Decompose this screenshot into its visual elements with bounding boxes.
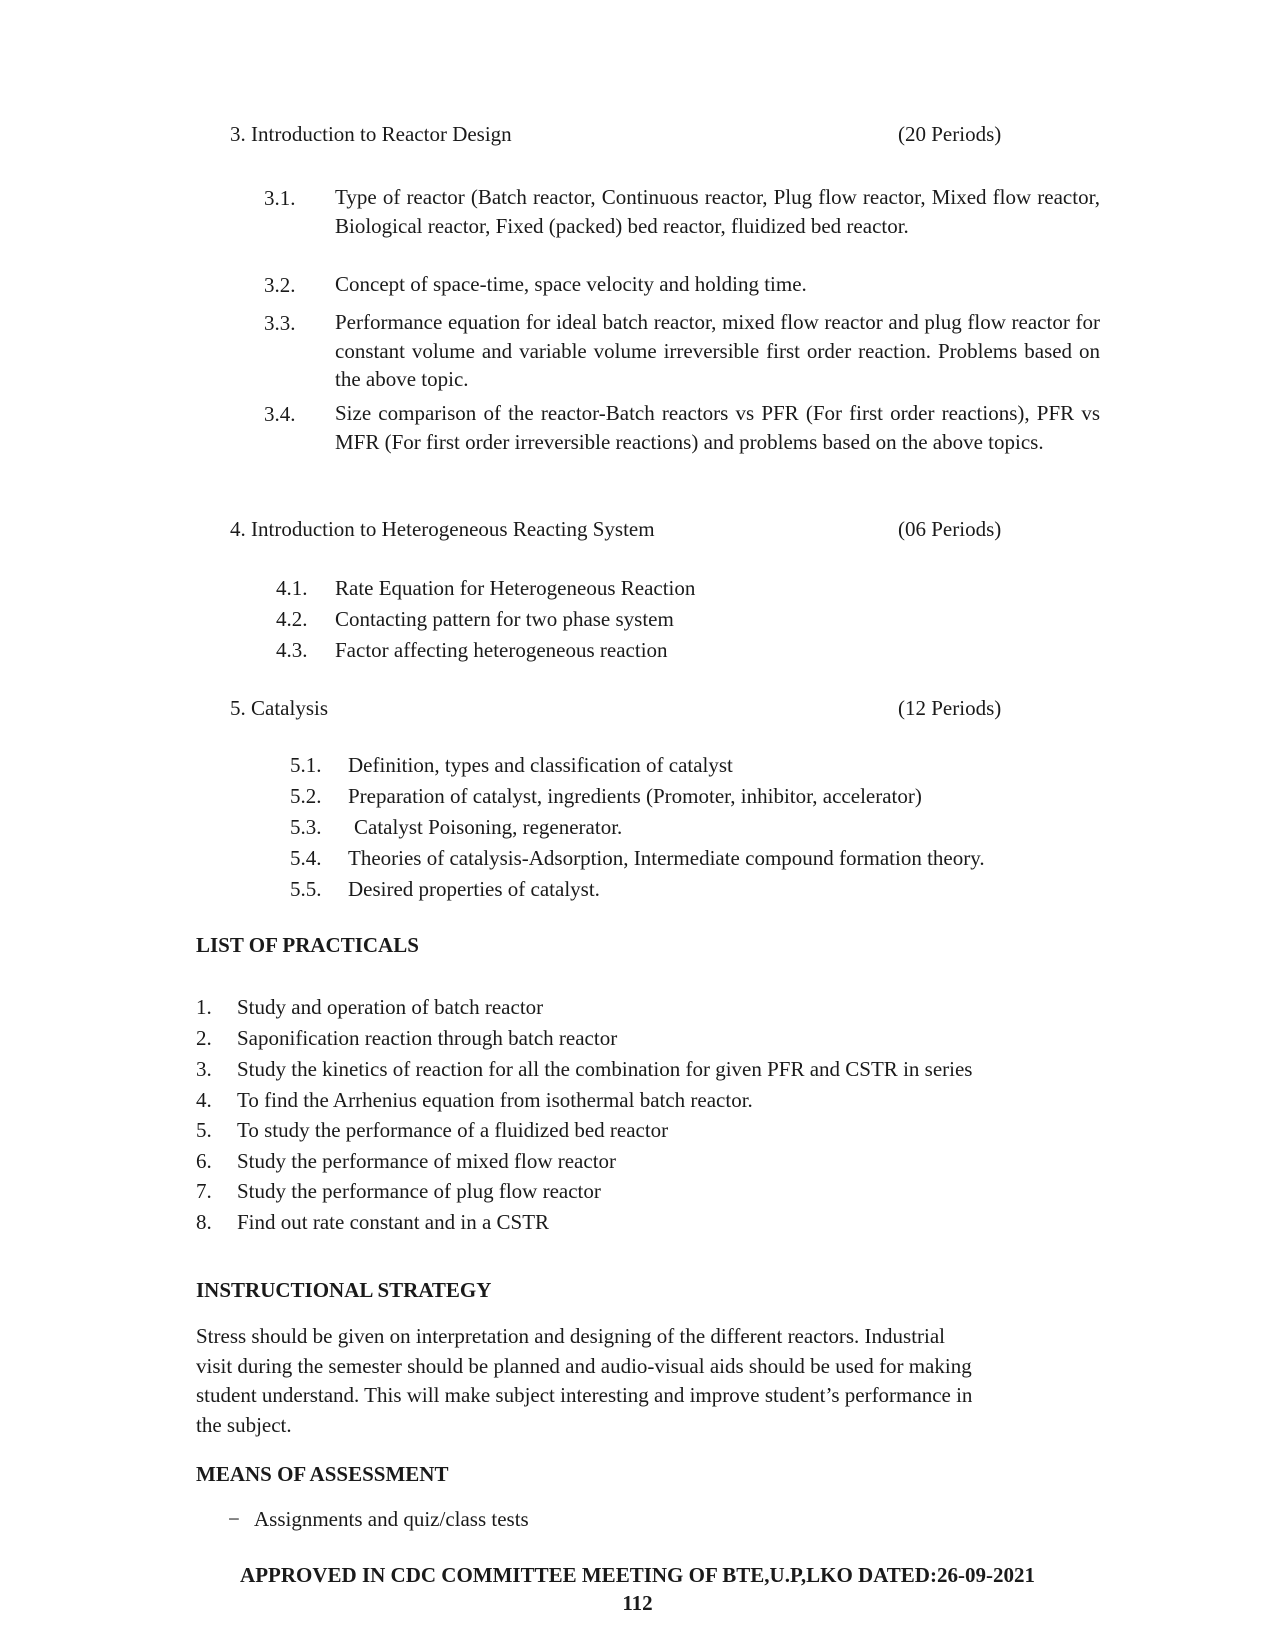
unit-5-title: 5. Catalysis xyxy=(230,696,328,720)
item-number: 3.1. xyxy=(264,186,296,210)
practical-text: Find out rate constant and in a CSTR xyxy=(237,1210,550,1234)
item-text: Preparation of catalyst, ingredients (Promoter, inhibitor, accelerator) xyxy=(348,784,922,808)
practical-number: 6. xyxy=(196,1149,212,1173)
item-text: Definition, types and classification of catalyst xyxy=(348,753,733,777)
practical-number: 8. xyxy=(196,1210,212,1234)
item-text: Contacting pattern for two phase system xyxy=(335,607,674,631)
practical-text: Study the kinetics of reaction for all the combination for given PFR and CSTR in series xyxy=(237,1057,973,1081)
practical-text: Study the performance of mixed flow reactor xyxy=(237,1149,617,1173)
item-text: Desired properties of catalyst. xyxy=(348,877,600,901)
approval-footer: APPROVED IN CDC COMMITTEE MEETING OF BTE,U.P,LKO DATED:26-09-2021 xyxy=(240,1563,1035,1587)
item-number: 3.2. xyxy=(264,273,296,297)
strategy-line: student understand. This will make subject interesting and improve student’s performance in xyxy=(196,1383,973,1407)
practical-number: 1. xyxy=(196,995,212,1019)
item-text: Rate Equation for Heterogeneous Reaction xyxy=(335,576,696,600)
dash-bullet-icon: − xyxy=(228,1507,240,1531)
practical-number: 7. xyxy=(196,1179,212,1203)
practical-text: Study the performance of plug flow reactor xyxy=(237,1179,601,1203)
item-text: Theories of catalysis-Adsorption, Intermediate compound formation theory. xyxy=(348,846,985,870)
assessment-item: Assignments and quiz/class tests xyxy=(254,1507,529,1531)
item-number: 4.2. xyxy=(276,607,308,631)
item-number: 5.5. xyxy=(290,877,322,901)
practical-number: 3. xyxy=(196,1057,212,1081)
item-number: 5.3. xyxy=(290,815,322,839)
strategy-line: the subject. xyxy=(196,1412,292,1437)
unit-4-periods: (06 Periods) xyxy=(898,517,1002,541)
practical-text: Saponification reaction through batch reactor xyxy=(237,1026,618,1050)
practical-number: 2. xyxy=(196,1026,212,1050)
item-text: Size comparison of the reactor-Batch reactors vs PFR (For first order reactions), PFR vs MFR (For first order irreversible reactions) and problems based on the above topics. xyxy=(335,401,1100,454)
item-text: Catalyst Poisoning, regenerator. xyxy=(354,815,623,839)
item-text: Factor affecting heterogeneous reaction xyxy=(335,638,668,662)
practical-text: To find the Arrhenius equation from isothermal batch reactor. xyxy=(237,1088,753,1112)
item-number: 4.1. xyxy=(276,576,308,600)
item-number: 3.4. xyxy=(264,402,296,426)
assessment-heading: MEANS OF ASSESSMENT xyxy=(196,1462,449,1486)
page-number: 112 xyxy=(622,1591,653,1615)
unit-3-periods: (20 Periods) xyxy=(898,122,1002,146)
item-number: 3.3. xyxy=(264,311,296,335)
unit-3-title: 3. Introduction to Reactor Design xyxy=(230,122,512,146)
practical-number: 4. xyxy=(196,1088,212,1112)
item-text: Concept of space-time, space velocity and holding time. xyxy=(335,272,807,296)
strategy-line: visit during the semester should be planned and audio-visual aids should be used for making xyxy=(196,1353,972,1378)
unit-4-title: 4. Introduction to Heterogeneous Reacting System xyxy=(230,517,655,541)
item-text: Type of reactor (Batch reactor, Continuous reactor, Plug flow reactor, Mixed flow reactor, Biological reactor, Fixed (packed) bed reactor, fluidized bed reactor. xyxy=(335,185,1100,238)
item-number: 5.1. xyxy=(290,753,322,777)
strategy-heading: INSTRUCTIONAL STRATEGY xyxy=(196,1278,492,1302)
item-text: Performance equation for ideal batch reactor, mixed flow reactor and plug flow reactor for constant volume and variable volume irreversible first order reaction. Problems based on the above topic. xyxy=(335,310,1100,391)
practical-text: To study the performance of a fluidized bed reactor xyxy=(237,1118,669,1142)
item-number: 5.4. xyxy=(290,846,322,870)
strategy-paragraph xyxy=(196,1322,1076,1440)
practicals-heading: LIST OF PRACTICALS xyxy=(196,933,419,957)
practical-text: Study and operation of batch reactor xyxy=(237,995,544,1019)
strategy-line: Stress should be given on interpretation and designing of the different reactors. Industrial xyxy=(196,1324,946,1348)
item-number: 4.3. xyxy=(276,638,308,662)
practical-number: 5. xyxy=(196,1118,212,1142)
item-number: 5.2. xyxy=(290,784,322,808)
unit-5-periods: (12 Periods) xyxy=(898,696,1002,720)
